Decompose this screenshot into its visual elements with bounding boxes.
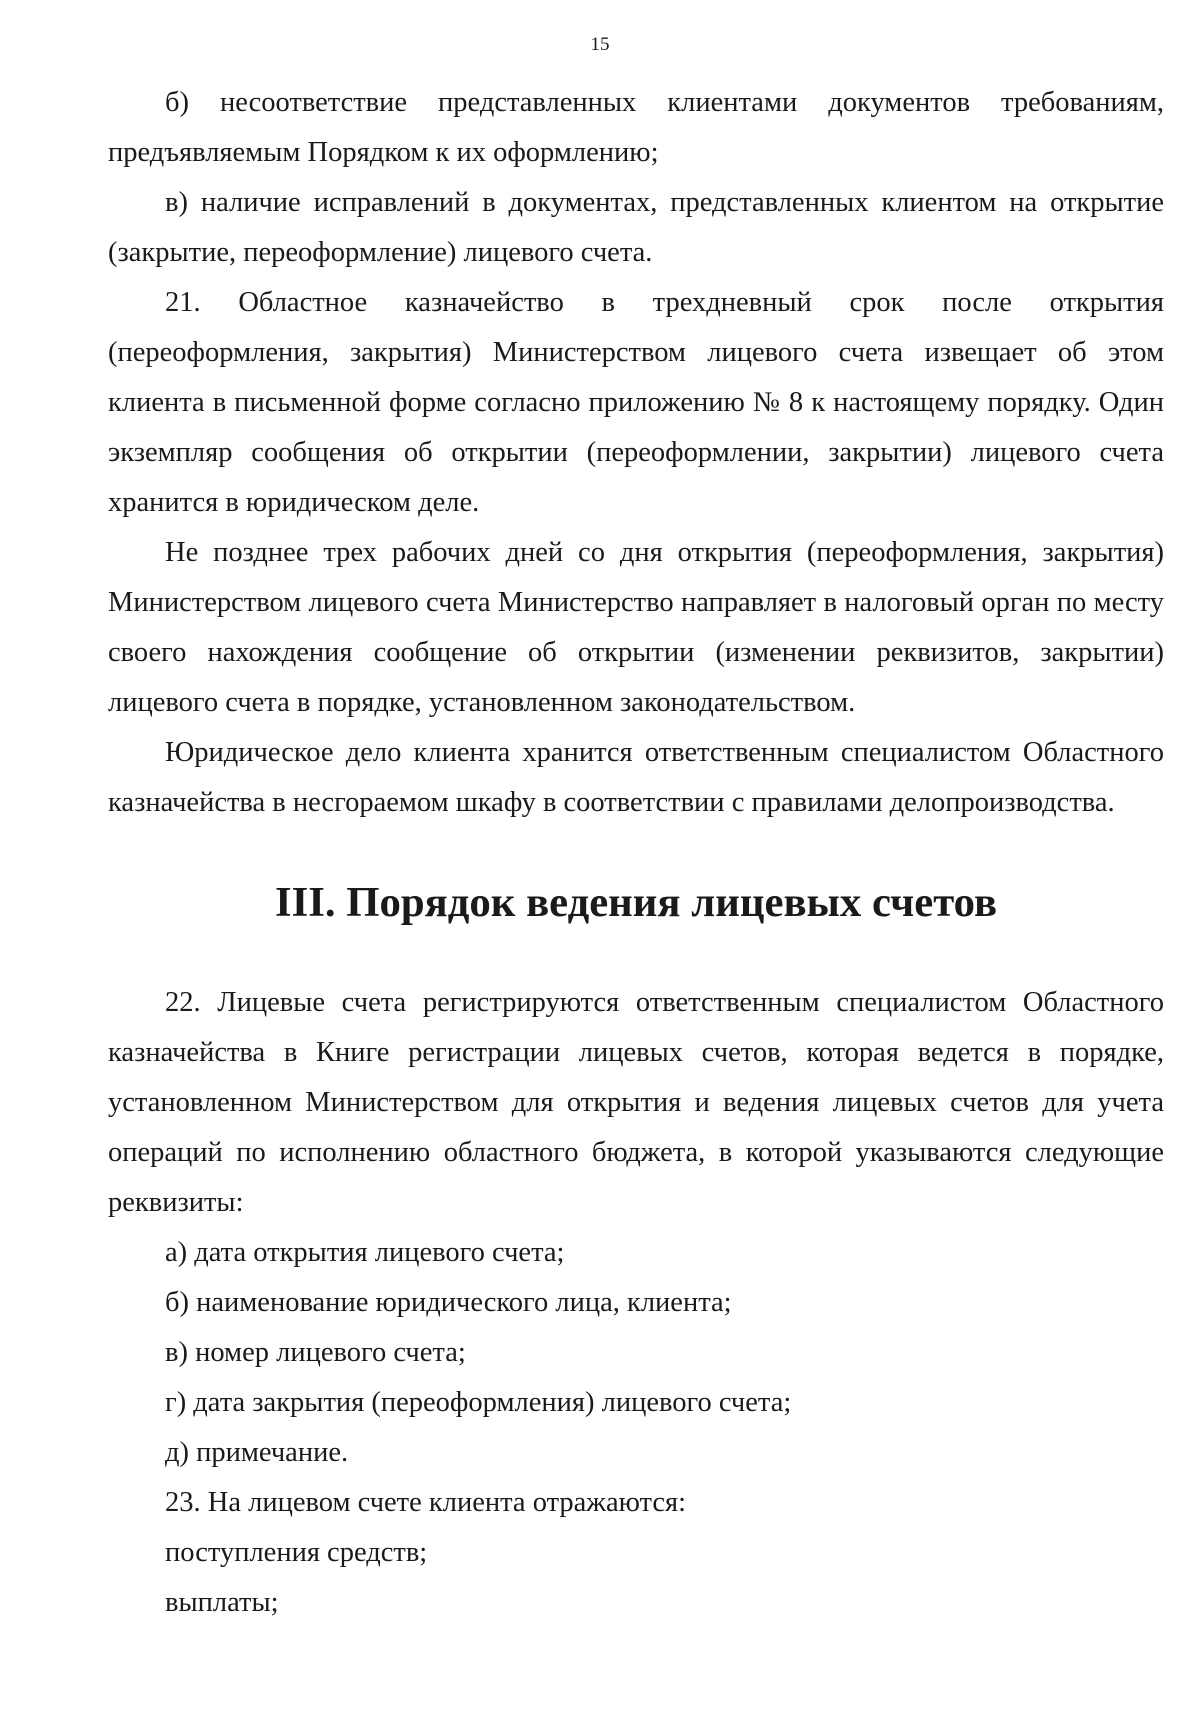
paragraph-tax-notice: Не позднее трех рабочих дней со дня открытия (переоформления, закрытия) Министерством лицевого счета Министерство направляет в налоговый орган по месту своего нахождения сообщение об открытии (изменении реквизитов, закрытии) лицевого счета в порядке, установленном законодательством. [108,537,1164,718]
list-item: выплаты; [165,1587,279,1618]
paragraph-item-b: б) несоответствие представленных клиентами документов требованиям, предъявляемым Порядком к их оформлению; [108,87,1164,168]
list-item: а) дата открытия лицевого счета; [165,1237,565,1268]
page-number: 15 [590,34,610,55]
list-item: г) дата закрытия (переоформления) лицевого счета; [165,1387,792,1418]
list-item: б) наименование юридического лица, клиента; [165,1287,732,1318]
paragraph-legal-file: Юридическое дело клиента хранится ответственным специалистом Областного казначейства в несгораемом шкафу в соответствии с правилами делопроизводства. [108,737,1164,818]
paragraph-item-v: в) наличие исправлений в документах, представленных клиентом на открытие (закрытие, переоформление) лицевого счета. [108,187,1164,268]
paragraph-22: 22. Лицевые счета регистрируются ответственным специалистом Областного казначейства в Книге регистрации лицевых счетов, которая ведется в порядке, установленном Министерством для открытия и ведения лицевых счетов для учета операций по исполнению областного бюджета, в которой указываются следующие реквизиты: [108,987,1164,1218]
paragraph-23: 23. На лицевом счете клиента отражаются: [165,1487,687,1518]
section-heading: III. Порядок ведения лицевых счетов [274,879,998,926]
paragraph-21: 21. Областное казначейство в трехдневный срок после открытия (переоформления, закрытия) Министерством лицевого счета извещает об этом клиента в письменной форме согласно приложению № 8 к настоящему порядку. Один экземпляр сообщения об открытии (переоформлении, закрытии) лицевого счета хранится в юридическом деле. [108,287,1164,518]
document-body [108,78,1164,1628]
list-item: в) номер лицевого счета; [165,1337,466,1368]
list-item: поступления средств; [165,1537,428,1568]
list-item: д) примечание. [165,1437,349,1468]
